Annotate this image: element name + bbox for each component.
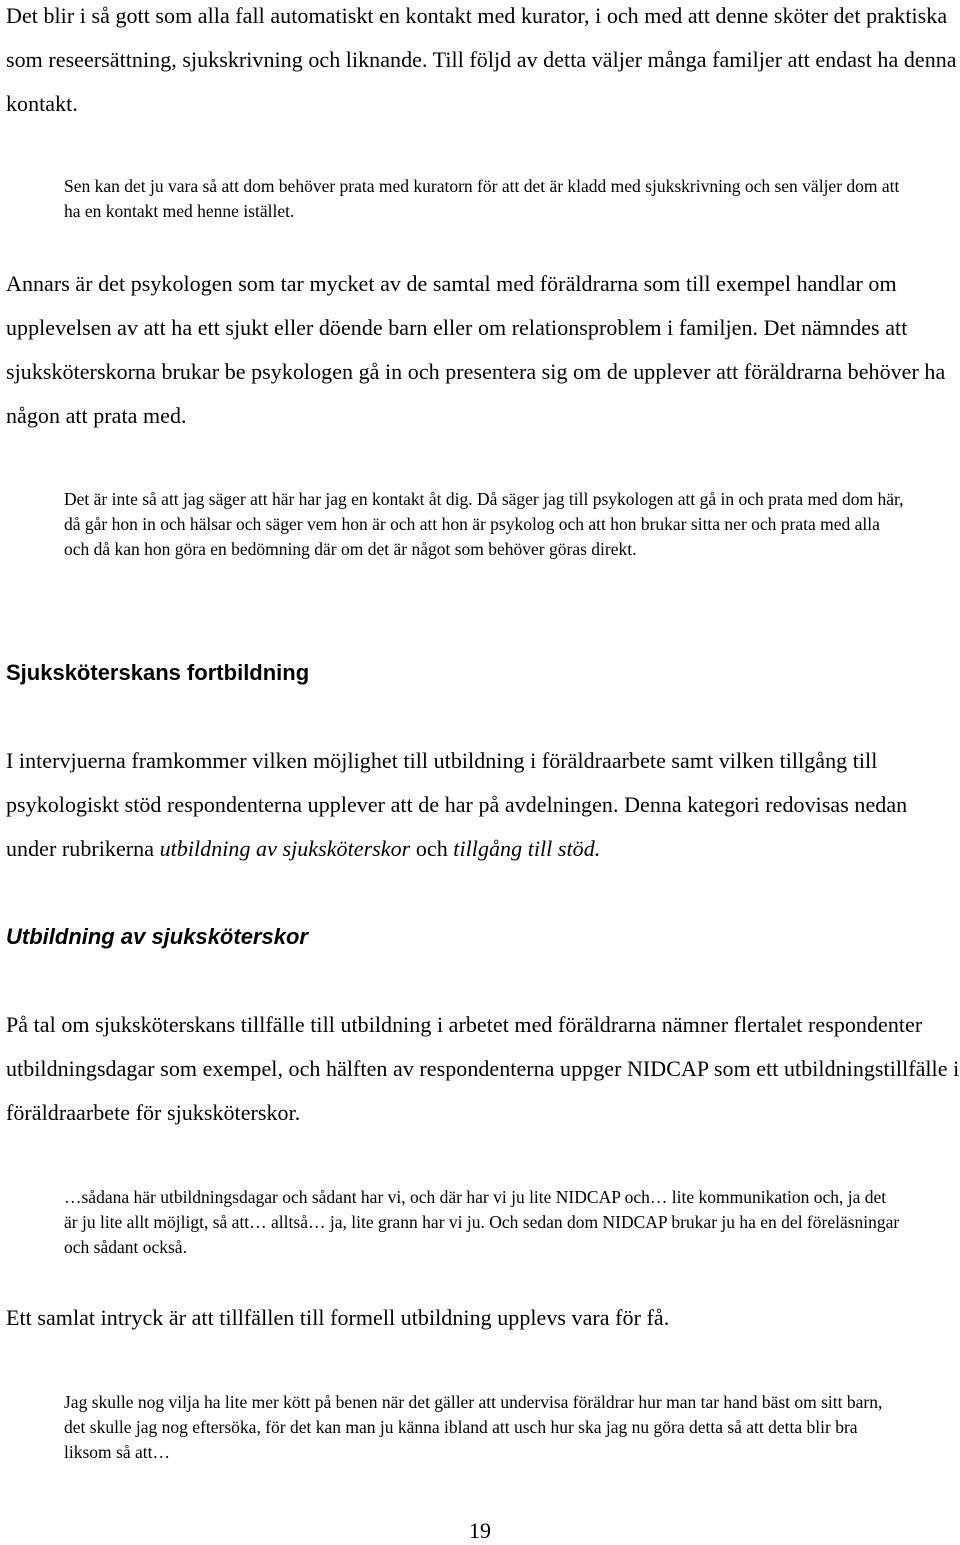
body-paragraph [6,739,960,871]
interview-quote: Sen kan det ju vara så att dom behöver prata med kuratorn för att det är kladd med sjukskrivning och sen väljer dom att ha en kontakt med henne istället. [64,176,900,221]
section-heading: Sjuksköterskans fortbildning [6,660,310,685]
paragraph-text: och [410,836,454,861]
italic-term: utbildning av sjuksköterskor [159,836,411,861]
italic-term: tillgång till stöd. [453,836,601,861]
body-paragraph: Ett samlat intryck är att tillfällen till formell utbildning upplevs vara för få. [6,1305,670,1330]
interview-quote: …sådana här utbildningsdagar och sådant har vi, och där har vi ju lite NIDCAP och… lite kommunikation och, ja det är ju lite allt möjligt, så att… alltså… ja, lite grann har vi ju. Och sedan dom NIDCAP brukar ju ha en del föreläsningar och sådant också. [64,1187,900,1257]
subsection-heading: Utbildning av sjuksköterskor [6,924,308,949]
paragraph-text: I intervjuerna framkommer vilken möjlighet till utbildning i föräldraarbete samt vilken tillgång till psykologiskt stöd respondenterna upplever att de har på avdelningen. Denna kategori redovisas nedan under rubrikerna [6,748,908,861]
body-paragraph: Annars är det psykologen som tar mycket av de samtal med föräldrarna som till exempel handlar om upplevelsen av att ha ett sjukt eller döende barn eller om relationsproblem i familjen. Det nämndes att sjuksköterskorna brukar be psykologen gå in och presentera sig om de upplever att föräldrarna behöver ha någon att prata med. [6,271,946,428]
interview-quote: Det är inte så att jag säger att här har jag en kontakt åt dig. Då säger jag till psykologen att gå in och prata med dom här, då går hon in och hälsar och säger vem hon är och att hon är psykolog och att hon brukar sitta ner och prata med alla och då kan hon göra en bedömning där om det är något som behöver göras direkt. [64,489,904,559]
body-paragraph: På tal om sjuksköterskans tillfälle till utbildning i arbetet med föräldrarna nämner flertalet respondenter utbildningsdagar som exempel, och hälften av respondenterna uppger NIDCAP som ett utbildningstillfälle i föräldraarbete för sjuksköterskor. [6,1012,960,1125]
interview-quote: Jag skulle nog vilja ha lite mer kött på benen när det gäller att undervisa föräldrar hur man tar hand bäst om sitt barn, det skulle jag nog eftersöka, för det kan man ju känna ibland att usch hur ska jag nu göra detta så att detta blir bra liksom så att… [64,1392,883,1462]
page-number: 19 [469,1518,491,1543]
body-paragraph: Det blir i så gott som alla fall automatiskt en kontakt med kurator, i och med att denne sköter det praktiska som reseersättning, sjukskrivning och liknande. Till följd av detta väljer många familjer att endast ha denna kontakt. [6,3,957,116]
